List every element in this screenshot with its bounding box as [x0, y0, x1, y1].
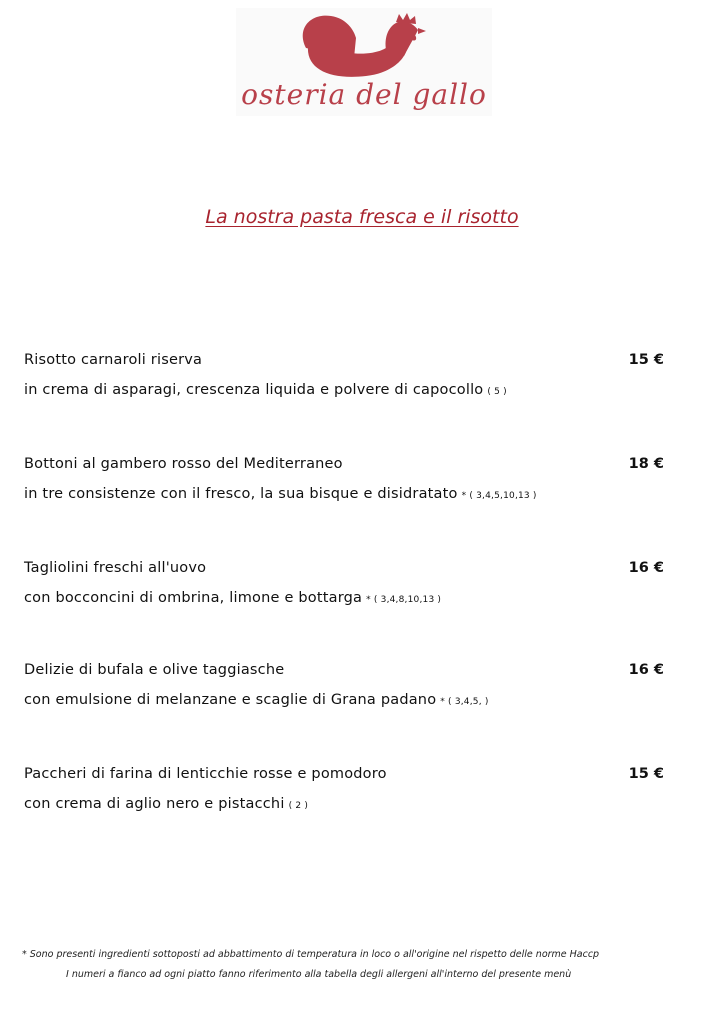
dish-description-text: in tre consistenze con il fresco, la sua bisque e disidratato: [24, 486, 458, 502]
logo: [236, 8, 492, 116]
section-title: La nostra pasta fresca e il risotto: [205, 206, 519, 228]
dish-allergens: * ( 3,4,5, ): [440, 697, 489, 707]
dish-allergens: ( 5 ): [487, 387, 507, 397]
dish-description: [24, 796, 308, 812]
dish-allergens: * ( 3,4,8,10,13 ): [366, 595, 442, 605]
footnote-haccp: * Sono presenti ingredienti sottoposti ad abbattimento di temperatura in loco o all'origine nel rispetto delle norme Haccp: [22, 949, 600, 960]
dish-description: [24, 486, 537, 502]
dish-description-text: in crema di asparagi, crescenza liquida e polvere di capocollo: [24, 382, 484, 398]
dish-description: [24, 382, 507, 398]
dish-allergens: ( 2 ): [288, 801, 309, 811]
dish-price: 15 €: [628, 352, 664, 368]
dish-allergens: * ( 3,4,5,10,13 ): [461, 491, 537, 501]
rooster-icon: [236, 8, 492, 88]
dish-description: [24, 692, 489, 708]
dish-description-text: con crema di aglio nero e pistacchi: [24, 796, 285, 812]
dish-price: 16 €: [628, 560, 664, 576]
footnote-allergens: I numeri a fianco ad ogni piatto fanno riferimento alla tabella degli allergeni all'interno del presente menù: [66, 969, 572, 980]
dish-price: 16 €: [628, 662, 664, 678]
dish-name: Bottoni al gambero rosso del Mediterraneo: [24, 456, 343, 472]
logo-text: osteria del gallo: [241, 78, 487, 111]
dish-description: [24, 590, 441, 606]
dish-name: Delizie di bufala e olive taggiasche: [24, 662, 285, 678]
dish-name: Tagliolini freschi all'uovo: [24, 560, 207, 576]
dish-price: 15 €: [628, 766, 664, 782]
dish-name: Risotto carnaroli riserva: [24, 352, 203, 368]
dish-price: 18 €: [628, 456, 664, 472]
dish-name: Paccheri di farina di lenticchie rosse e pomodoro: [24, 766, 387, 782]
dish-description-text: con bocconcini di ombrina, limone e bottarga: [24, 590, 363, 606]
dish-description-text: con emulsione di melanzane e scaglie di Grana padano: [24, 692, 437, 708]
